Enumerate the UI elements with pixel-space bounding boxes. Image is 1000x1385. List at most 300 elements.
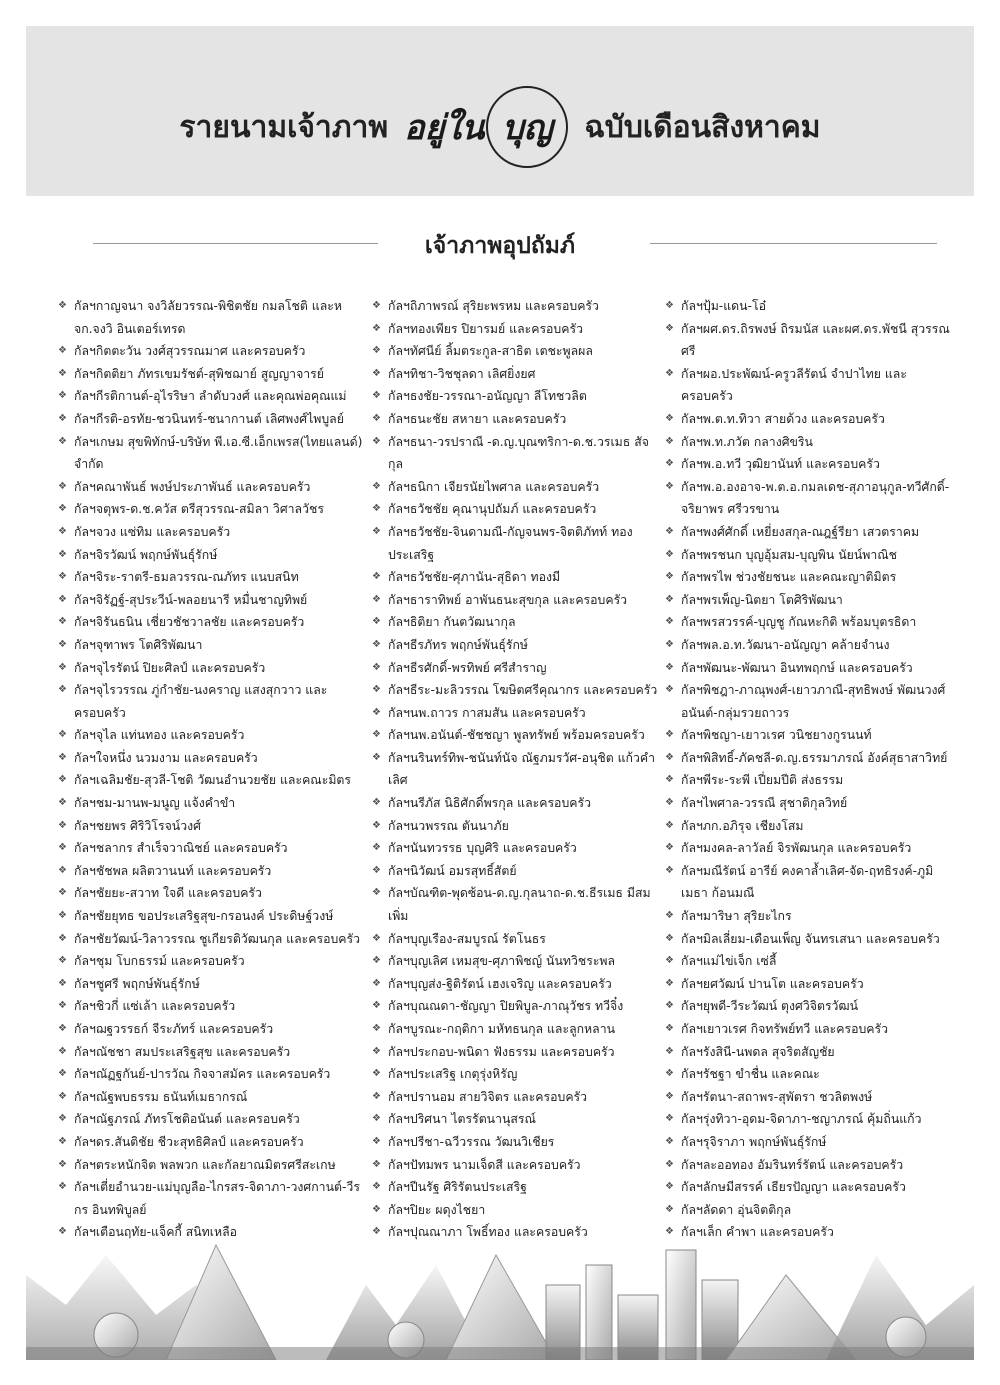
sponsor-list-item <box>665 566 955 589</box>
sponsor-list-item <box>372 860 659 883</box>
bullet-icon: ❖ <box>58 1113 67 1125</box>
bullet-icon: ❖ <box>372 480 381 492</box>
sponsor-list-item <box>372 1131 659 1154</box>
sponsor-name: กัลฯทัศนีย์ ลิ้มตระกูล-สาธิต เตชะพูลผล <box>388 344 593 359</box>
bullet-icon: ❖ <box>665 1158 674 1170</box>
sponsor-name: กัลฯธนะชัย สหายา และครอบครัว <box>388 411 567 426</box>
title-row <box>26 86 974 168</box>
bullet-icon: ❖ <box>372 797 381 809</box>
sponsor-name: กัลฯจิรันธนิน เชี่ยวชัชวาลชัย และครอบครัว <box>74 615 305 630</box>
bullet-icon: ❖ <box>58 797 67 809</box>
sponsor-list-item <box>58 476 363 499</box>
sponsor-list-item <box>665 1154 955 1177</box>
sponsor-name: กัลฯพงศ์ศักดิ์ เหยี่ยงสกุล-ณฎฐ์รียา เสวตราคม <box>681 524 920 539</box>
sponsor-name: กัลฯธวัชชัย คุณานุปถัมภ์ และครอบครัว <box>388 502 597 517</box>
sponsor-list-item <box>665 815 955 838</box>
sponsor-name: กัลฯทิชา-วิชชุลดา เลิศยิ่งยศ <box>388 366 536 381</box>
divider-right <box>650 243 937 244</box>
sponsor-name: กัลฯจุไรวรรณ ภู่กำชัย-นงคราญ แสงสุกวาว และครอบครัว <box>74 683 328 720</box>
bullet-icon: ❖ <box>58 638 67 650</box>
sponsor-name: กัลฯพรเพ็ญ-นิตยา โตศิริพัฒนา <box>681 592 843 607</box>
bullet-icon: ❖ <box>58 616 67 628</box>
sponsor-name: กัลฯฌฐวรรธก์ จีระภัทร์ และครอบครัว <box>74 1022 274 1036</box>
sponsor-name: กัลฯธนา-วรปราณี -ด.ญ.บุณฑริกา-ด.ช.วรเมธ สัจกุล <box>388 434 649 472</box>
sponsor-name: กัลฯชัชพล ผลิตวานนท์ และครอบครัว <box>74 863 272 878</box>
bullet-icon: ❖ <box>58 1181 67 1193</box>
bullet-icon: ❖ <box>58 525 67 537</box>
sponsor-list-item <box>665 589 955 612</box>
bullet-icon: ❖ <box>665 1203 674 1215</box>
sponsor-name: กัลฯบุญเลิศ เหมสุข-ศุภาพิชญ์ นันทวิชระพล <box>388 954 616 969</box>
sponsor-name: กัลฯคณาพันธ์ พงษ์ประภาพันธ์ และครอบครัว <box>74 479 311 494</box>
sponsor-name: กัลฯกีรติกานต์-อุไรริษา ลำดับวงศ์ และคุณพ่อคุณแม่ <box>74 389 347 404</box>
sponsor-name: กัลฯประกอบ-พนิดา ฟังธรรม และครอบครัว <box>388 1044 615 1059</box>
sponsor-name: กัลฯนรินทร์ทิพ-ชนันท์นัจ ณัฐภมรวัศ-อนุชิต แก้วคำเลิศ <box>388 750 656 788</box>
bullet-icon: ❖ <box>58 1090 67 1102</box>
bullet-icon: ❖ <box>665 751 674 763</box>
sponsor-name: กัลฯธิติยา กันตวัฒนากุล <box>388 615 516 630</box>
sponsor-name: กัลฯภก.อภิรุจ เชียงโสม <box>681 818 804 833</box>
bullet-icon: ❖ <box>665 1023 674 1034</box>
title-left: รายนามเจ้าภาพ <box>179 109 389 145</box>
sponsor-name: กัลฯเยาวเรศ กิจทรัพย์ทวี และครอบครัว <box>681 1022 889 1036</box>
bullet-icon: ❖ <box>58 955 67 967</box>
sponsor-name: กัลฯปรีชา-ฉวีวรรณ วัฒนวิเชียร <box>388 1134 555 1149</box>
bullet-icon: ❖ <box>372 525 381 537</box>
sponsor-list-item <box>58 769 363 792</box>
sponsor-list-item <box>372 679 659 702</box>
sponsor-list-item <box>58 611 363 634</box>
bullet-icon: ❖ <box>372 1158 381 1170</box>
bullet-icon: ❖ <box>665 458 674 470</box>
sponsor-list-item <box>665 657 955 680</box>
sponsor-name: กัลฯยศวัฒน์ ปานโต และครอบครัว <box>681 976 864 991</box>
sponsor-list-item <box>58 837 363 860</box>
bullet-icon: ❖ <box>58 1045 67 1057</box>
sponsor-name: กัลฯปีนรัฐ ศิริรัตนประเสริฐ <box>388 1180 527 1195</box>
sponsor-name: กัลฯมาริษา สุริยะไกร <box>681 909 792 924</box>
sponsor-name: กัลฯพิชญา-เยาวเรศ วนิชยางกูรนนท์ <box>681 728 872 743</box>
sponsor-name: กัลฯปริศนา ไตรรัตนานุสรณ์ <box>388 1112 536 1127</box>
bullet-icon: ❖ <box>58 977 67 989</box>
sponsor-name: กัลฯบูรณะ-กฤติกา มหัทธนกุล และลูกหลาน <box>388 1022 615 1036</box>
sponsor-name: กัลฯปรานอม สายวิจิตร และครอบครัว <box>388 1089 588 1104</box>
bullet-icon: ❖ <box>372 977 381 989</box>
bullet-icon: ❖ <box>58 1158 67 1170</box>
bullet-icon: ❖ <box>372 819 381 831</box>
sponsor-list-item <box>58 1108 363 1131</box>
bullet-icon: ❖ <box>372 1113 381 1125</box>
bullet-icon: ❖ <box>665 1226 674 1238</box>
sponsor-list-item <box>665 611 955 634</box>
sponsor-list-item <box>665 431 955 454</box>
sponsor-list-item <box>372 476 659 499</box>
bullet-icon: ❖ <box>372 1181 381 1193</box>
bullet-icon: ❖ <box>665 300 674 311</box>
sponsor-name: กัลฯพีระ-ระพี เปี่ยมปีติ ส่งธรรม <box>681 773 844 788</box>
bullet-icon: ❖ <box>372 1226 381 1238</box>
bullet-icon: ❖ <box>372 390 381 402</box>
sponsor-list-item <box>372 431 659 476</box>
sponsor-list-item <box>665 408 955 431</box>
bullet-icon: ❖ <box>372 571 381 583</box>
sponsor-name: กัลฯนรีภัส นิธิศักดิ์พรกุล และครอบครัว <box>388 796 591 811</box>
sponsor-list-item <box>665 1108 955 1131</box>
sponsor-list-item <box>665 724 955 747</box>
sponsor-name: กัลฯชัยวัฒน์-วิลาวรรณ ชูเกียรติวัฒนกุล และครอบครัว <box>74 931 360 946</box>
bullet-icon: ❖ <box>665 1000 674 1012</box>
sponsor-name: กัลฯธวัชชัย-จินดามณี-กัญจนพร-จิตติภัทท์ ทองประเสริฐ <box>388 524 633 562</box>
sponsor-list-item <box>58 589 363 612</box>
bullet-icon: ❖ <box>58 1023 67 1034</box>
bullet-icon: ❖ <box>372 1000 381 1012</box>
sponsor-name: กัลฯจิรวัฒน์ พฤกษ์พันธุ์รักษ์ <box>74 547 218 562</box>
sponsor-name: กัลฯจิรัฏฐ์-สุประวีน์-พลอยนารี หมื่นชาญทิพย์ <box>74 592 308 607</box>
sponsor-list-item <box>372 950 659 973</box>
bullet-icon: ❖ <box>665 571 674 583</box>
sponsor-list-item <box>58 1131 363 1154</box>
bullet-icon: ❖ <box>665 864 674 876</box>
bullet-icon: ❖ <box>58 593 67 605</box>
bullet-icon: ❖ <box>372 412 381 424</box>
sponsor-list-item <box>372 1041 659 1064</box>
bullet-icon: ❖ <box>372 706 381 718</box>
bullet-icon: ❖ <box>665 910 674 922</box>
sponsor-list-item <box>372 1108 659 1131</box>
sponsor-name: กัลฯชูศรี พฤกษ์พันธุ์รักษ์ <box>74 976 200 991</box>
sponsor-list-item <box>665 295 955 318</box>
bullet-icon: ❖ <box>372 367 381 379</box>
sponsor-list-item <box>665 837 955 860</box>
sponsor-list-item <box>58 973 363 996</box>
bullet-icon: ❖ <box>665 1090 674 1102</box>
sponsor-name: กัลฯณัชชา สมประเสริฐสุข และครอบครัว <box>74 1044 291 1059</box>
sponsor-name: กัลฯใจหนึ่ง นวมงาม และครอบครัว <box>74 750 258 765</box>
bullet-icon: ❖ <box>58 390 67 402</box>
bullet-icon: ❖ <box>372 322 381 334</box>
sponsor-name: กัลฯเตือนฤทัย-แจ็คกี้ สนิทเหลือ <box>74 1225 238 1240</box>
sponsor-name: กัลฯปิยะ ผดุงไชยา <box>388 1202 486 1217</box>
sponsor-list-item <box>665 1018 955 1041</box>
sponsor-name: กัลฯนวพรรณ ตันนาภัย <box>388 818 509 833</box>
sponsor-name: กัลฯพ.ท.ภวัต กลางศิขริน <box>681 434 813 449</box>
sponsor-name: กัลฯปุ้ม-แดน-โอ๋ <box>681 299 766 313</box>
crystal-illustration <box>26 1215 974 1360</box>
sponsor-name: กัลฯเกษม สุขพิทักษ์-บริษัท พี.เอ.ซี.เอ็กเพรส(ไทยแลนด์) จำกัด <box>74 434 363 472</box>
sponsor-list-item <box>665 476 955 521</box>
sponsor-name: กัลฯรุ่งทิวา-อุดม-จิดาภา-ชญาภรณ์ คุ้มถิ่นแก้ว <box>681 1112 922 1127</box>
sponsor-list-item <box>58 724 363 747</box>
bullet-icon: ❖ <box>372 503 381 515</box>
sponsor-name: กัลฯพ.ต.ท.ทิวา สายด้วง และครอบครัว <box>681 411 885 426</box>
sponsor-name: กัลฯบุญส่ง-ฐิติรัตน์ เฮงเจริญ และครอบครัว <box>388 976 612 991</box>
sponsor-list-item <box>58 295 363 340</box>
sponsor-name: กัลฯมิลเลี่ยม-เดือนเพ็ญ จันทรเสนา และครอบครัว <box>681 931 940 946</box>
bullet-icon: ❖ <box>665 638 674 650</box>
sponsor-name: กัลฯจตุพร-ด.ช.ควัส ตรีสุวรรณ-สมิลา วิศาลวัชร <box>74 502 324 517</box>
bullet-icon: ❖ <box>372 842 381 854</box>
sponsor-name: กัลฯนพ.อนันต์-ชัชชญา พูลทรัพย์ พร้อมครอบครัว <box>388 728 645 743</box>
sponsor-name: กัลฯถิภาพรณ์ สุริยะพรหม และครอบครัว <box>388 299 599 313</box>
sponsor-list-item <box>58 860 363 883</box>
sponsor-name: กัลฯจุฑาพร โตศิริพัฒนา <box>74 637 203 652</box>
bullet-icon: ❖ <box>665 1113 674 1125</box>
bullet-icon: ❖ <box>665 1181 674 1193</box>
sponsor-list-item <box>372 702 659 725</box>
sponsor-name: กัลฯบุญเรือง-สมบูรณ์ รัตโนธร <box>388 931 546 946</box>
bullet-icon: ❖ <box>665 548 674 560</box>
sponsor-list-item <box>372 611 659 634</box>
sponsor-list-item <box>372 634 659 657</box>
sponsor-list-item <box>58 928 363 951</box>
bullet-icon: ❖ <box>665 593 674 605</box>
bullet-icon: ❖ <box>58 503 67 515</box>
sponsor-name: กัลฯไพศาล-วรรณี สุชาติกุลวิทย์ <box>681 796 848 811</box>
sponsor-name: กัลฯจุไล แท่นทอง และครอบครัว <box>74 728 245 743</box>
sponsor-name: กัลฯทองเพียร ปิยารมย์ และครอบครัว <box>388 321 583 336</box>
sponsor-list-item <box>372 1086 659 1109</box>
sponsor-list-item <box>58 544 363 567</box>
sponsor-list-item <box>58 792 363 815</box>
sponsor-list-item <box>58 1018 363 1041</box>
sponsor-list-item <box>665 950 955 973</box>
section-title: เจ้าภาพอุปถัมภ์ <box>424 233 576 259</box>
sponsor-list-item <box>665 1063 955 1086</box>
sponsor-name: กัลฯพรชนก บุญอุ้มสม-บุญพิน นัยน์พาณิช <box>681 547 898 562</box>
bullet-icon: ❖ <box>372 864 381 876</box>
sponsor-name: กัลฯประเสริฐ เกตุรุ่งหิรัญ <box>388 1067 518 1082</box>
sponsor-name: กัลฯชม-มานพ-มนูญ แจ้งคำขำ <box>74 796 236 811</box>
bullet-icon: ❖ <box>665 525 674 537</box>
sponsor-list-item <box>372 363 659 386</box>
sponsor-list-item <box>372 657 659 680</box>
bullet-icon: ❖ <box>58 661 67 673</box>
decorative-crystal-footer <box>26 1215 974 1360</box>
bullet-icon: ❖ <box>372 345 381 357</box>
bullet-icon: ❖ <box>58 887 67 899</box>
sponsor-list-item <box>372 995 659 1018</box>
sponsor-name: กัลฯชยพร ศิริวิโรจน์วงศ์ <box>74 818 201 833</box>
sponsor-list-item <box>372 1154 659 1177</box>
sponsor-name: กัลฯกาญจนา จงวิลัยวรรณ-พิชิตชัย กมลโชติ และหจก.จงวิ อินเตอร์เทรด <box>74 299 342 336</box>
sponsor-name: กัลฯมณีรัตน์ อารีย์ คงคาล้ำเลิศ-จัด-ฤทธิรงค์-ภูมิเมธา ก้อนมณี <box>681 863 934 901</box>
logo-word-right: บุญ <box>502 108 553 148</box>
sponsor-name: กัลฯพิชฎา-ภาณุพงศ์-เยาวภาณี-สุทธิพงษ์ พัฒนวงศ์ อนันต์-กลุ่มรวยถาวร <box>681 683 946 720</box>
sponsor-list-item <box>372 521 659 566</box>
sponsor-name: กัลฯพรสวรรค์-บุญชู กัณหะกิติ พร้อมบุตรธิดา <box>681 615 917 630</box>
sponsor-name: กัลฯลัดดา อุ่นจิตติกุล <box>681 1202 792 1217</box>
sponsor-name: กัลฯเฉลิมชัย-สุวลี-โชติ วัฒนอำนวยชัย และคณะมิตร <box>74 773 352 788</box>
bullet-icon: ❖ <box>372 593 381 605</box>
sponsor-list-item <box>665 1131 955 1154</box>
sponsor-list-item <box>58 340 363 363</box>
sponsor-list-item <box>372 318 659 341</box>
sponsor-list-item <box>665 1041 955 1064</box>
bullet-icon: ❖ <box>58 751 67 763</box>
sponsor-list-item <box>665 973 955 996</box>
logo-circle <box>486 86 568 168</box>
bullet-icon: ❖ <box>58 1068 67 1080</box>
sponsor-list-item <box>58 566 363 589</box>
sponsor-name: กัลฯผอ.ประพัฒน์-ครูวลีรัตน์ จำปาไทย และครอบครัว <box>681 366 907 404</box>
section-heading <box>0 228 1000 260</box>
bullet-icon: ❖ <box>665 616 674 628</box>
bullet-icon: ❖ <box>58 548 67 560</box>
bullet-icon: ❖ <box>58 774 67 786</box>
sponsor-name: กัลฯณัฐภรณ์ ภัทรโชติอนันต์ และครอบครัว <box>74 1112 300 1127</box>
sponsor-name: กัลฯแม่ไข่เจ็ก เซ่ลี้ <box>681 954 777 969</box>
sponsor-list-item <box>58 363 363 386</box>
sponsor-list-item <box>665 769 955 792</box>
sponsor-list-item <box>372 792 659 815</box>
sponsor-list-item <box>58 950 363 973</box>
sponsor-list-item <box>58 905 363 928</box>
sponsor-name: กัลฯธีระ-มะลิวรรณ โฆษิตศรีคุณากร และครอบครัว <box>388 683 658 698</box>
sponsor-name: กัลฯเตี่ยอำนวย-แม่บุญลือ-ไกรสร-จิดาภา-วงศกานต์-วีรกร อินทพิบูลย์ <box>74 1180 360 1217</box>
sponsor-list-item <box>58 408 363 431</box>
sponsor-list-item <box>665 747 955 770</box>
sponsor-name: กัลฯจิระ-ราตรี-ธมลวรรณ-ณภัทร แนบสนิท <box>74 570 299 585</box>
sponsor-list-item <box>58 1154 363 1177</box>
sponsor-list-item <box>58 747 363 770</box>
bullet-icon: ❖ <box>372 887 381 899</box>
sponsor-name: กัลฯธนิกา เจียรนัยไพศาล และครอบครัว <box>388 479 600 494</box>
sponsor-list-item <box>372 815 659 838</box>
sponsor-name: กัลฯกิตติยา ภัทรเขมรัชต์-สุพิชฌาย์ สูญญาจารย์ <box>74 366 324 381</box>
sponsor-list-item <box>372 928 659 951</box>
sponsor-name: กัลฯผศ.ดร.ถิรพงษ์ ถิรมนัส และผศ.ดร.พัชนี สุวรรณศรี <box>681 321 950 359</box>
bullet-icon: ❖ <box>372 729 381 741</box>
sponsor-list-item <box>58 679 363 724</box>
sponsor-list-item <box>665 679 955 724</box>
bullet-icon: ❖ <box>58 932 67 944</box>
bullet-icon: ❖ <box>372 1068 381 1080</box>
sponsor-name: กัลฯพ.อ.ทวี วุฒิยานันท์ และครอบครัว <box>681 457 880 472</box>
sponsor-list-item <box>58 385 363 408</box>
bullet-icon: ❖ <box>372 1090 381 1102</box>
bullet-icon: ❖ <box>58 412 67 424</box>
sponsor-name: กัลฯรัตนา-สถาพร-สุพัตรา ชวลิตพงษ์ <box>681 1089 873 1104</box>
sponsor-name: กัลฯพล.อ.ท.วัฒนา-อนัญญา คล้ายจำนง <box>681 637 890 652</box>
sponsor-list-item <box>372 882 659 927</box>
bullet-icon: ❖ <box>58 910 67 922</box>
sponsor-list-item <box>665 544 955 567</box>
sponsor-list-item <box>665 521 955 544</box>
sponsor-name: กัลฯบุณณดา-ชัญญา ปิยพิบูล-ภาณุวัชร ทวีจิ๋ง <box>388 999 624 1014</box>
sponsor-list-item <box>372 589 659 612</box>
sponsor-list-item <box>665 928 955 951</box>
sponsor-list-item <box>372 1063 659 1086</box>
bullet-icon: ❖ <box>372 300 381 311</box>
sponsor-name: กัลฯธาราทิพย์ อาพันธนะสุขกุล และครอบครัว <box>388 592 628 607</box>
sponsor-list-item <box>665 792 955 815</box>
sponsor-list-item <box>58 995 363 1018</box>
bullet-icon: ❖ <box>665 1045 674 1057</box>
sponsor-list-item <box>58 1063 363 1086</box>
sponsor-list-item <box>372 1176 659 1199</box>
sponsor-list-item <box>58 1041 363 1064</box>
sponsor-name: กัลฯรุจิราภา พฤกษ์พันธุ์รักษ์ <box>681 1134 827 1149</box>
bullet-icon: ❖ <box>372 751 381 763</box>
bullet-icon: ❖ <box>665 367 674 379</box>
sponsor-name: กัลฯชุม โบกธรรม์ และครอบครัว <box>74 954 245 969</box>
bullet-icon: ❖ <box>58 367 67 379</box>
sponsor-list-item <box>372 408 659 431</box>
bullet-icon: ❖ <box>665 977 674 989</box>
sponsor-list-item <box>665 363 955 408</box>
bullet-icon: ❖ <box>372 684 381 696</box>
sponsor-name: กัลฯปุณณาภา โพธิ์ทอง และครอบครัว <box>388 1225 588 1240</box>
sponsor-name: กัลฯยุพดี-วีระวัฒน์ ตุงศวิจิตรวัฒน์ <box>681 999 858 1014</box>
sponsor-list-item <box>665 1176 955 1199</box>
bullet-icon: ❖ <box>665 322 674 334</box>
sponsor-name: กัลฯณัฐพบธรรม ธนันท์เมธากรณ์ <box>74 1089 248 1104</box>
header-banner <box>26 26 974 196</box>
bullet-icon: ❖ <box>58 819 67 831</box>
bullet-icon: ❖ <box>665 842 674 854</box>
sponsor-name: กัลฯชลากร สำเร็จวาณิชย์ และครอบครัว <box>74 841 288 856</box>
bullet-icon: ❖ <box>665 480 674 492</box>
sponsor-name: กัลฯรังสินี-นพดล สุจริตสัญชัย <box>681 1044 835 1059</box>
sponsor-name: กัลฯนิวัฒน์ อมรสุทธิ์สัตย์ <box>388 863 517 878</box>
sponsor-name: กัลฯนพ.ถาวร กาสมสัน และครอบครัว <box>388 705 586 720</box>
bullet-icon: ❖ <box>58 300 67 311</box>
sponsor-column-1 <box>58 295 363 1244</box>
sponsor-list-item <box>372 747 659 792</box>
sponsor-column-2 <box>372 295 659 1244</box>
sponsor-list-item <box>372 1018 659 1041</box>
sponsor-list-item <box>665 1086 955 1109</box>
bullet-icon: ❖ <box>372 1045 381 1057</box>
sponsor-name: กัลฯกีรติ-อรทัย-ชวนินทร์-ชนากานต์ เลิศพงศ์ไพบูลย์ <box>74 411 344 426</box>
sponsor-list-item <box>372 724 659 747</box>
bullet-icon: ❖ <box>665 412 674 424</box>
sponsor-name: กัลฯพิสิทธิ์-ภัคชลี-ด.ญ.ธรรมาภรณ์ อังค์สุธาสาวิทย์ <box>681 750 948 765</box>
bullet-icon: ❖ <box>58 571 67 583</box>
logo <box>404 86 568 168</box>
bullet-icon: ❖ <box>665 729 674 741</box>
sponsor-list-item <box>58 634 363 657</box>
sponsor-name: กัลฯกิตตะวัน วงศ์สุวรรณมาศ และครอบครัว <box>74 344 306 359</box>
sponsor-list-item <box>372 295 659 318</box>
bullet-icon: ❖ <box>58 435 67 447</box>
sponsor-name: กัลฯพัฒนะ-พัฒนา อินทพฤกษ์ และครอบครัว <box>681 660 913 675</box>
sponsor-name: กัลฯนันทวรรธ บุญศิริ และครอบครัว <box>388 841 577 856</box>
sponsor-column-3 <box>665 295 955 1244</box>
sponsor-list-item <box>58 882 363 905</box>
bullet-icon: ❖ <box>665 955 674 967</box>
bullet-icon: ❖ <box>665 684 674 696</box>
sponsor-list-item <box>58 431 363 476</box>
sponsor-name: กัลฯตระหนักจิต พลพวก และกัลยาณมิตรศรีสะเกษ <box>74 1157 336 1172</box>
sponsor-list-item <box>372 385 659 408</box>
sponsor-list-item <box>665 318 955 363</box>
sponsor-list-item <box>665 905 955 928</box>
bullet-icon: ❖ <box>372 1203 381 1215</box>
bullet-icon: ❖ <box>58 684 67 696</box>
title-right: ฉบับเดือนสิงหาคม <box>584 109 821 145</box>
sponsor-list-item <box>58 1086 363 1109</box>
sponsor-name: กัลฯณัฏฐกันย์-ปารวัณ กิจจาสมัคร และครอบครัว <box>74 1067 331 1082</box>
bullet-icon: ❖ <box>58 864 67 876</box>
bullet-icon: ❖ <box>372 1135 381 1147</box>
bullet-icon: ❖ <box>58 345 67 357</box>
bullet-icon: ❖ <box>372 661 381 673</box>
bullet-icon: ❖ <box>372 1023 381 1034</box>
sponsor-name: กัลฯปัทมพร นามเจ็ดสี และครอบครัว <box>388 1157 581 1172</box>
bullet-icon: ❖ <box>665 1068 674 1080</box>
sponsor-list-item <box>665 634 955 657</box>
